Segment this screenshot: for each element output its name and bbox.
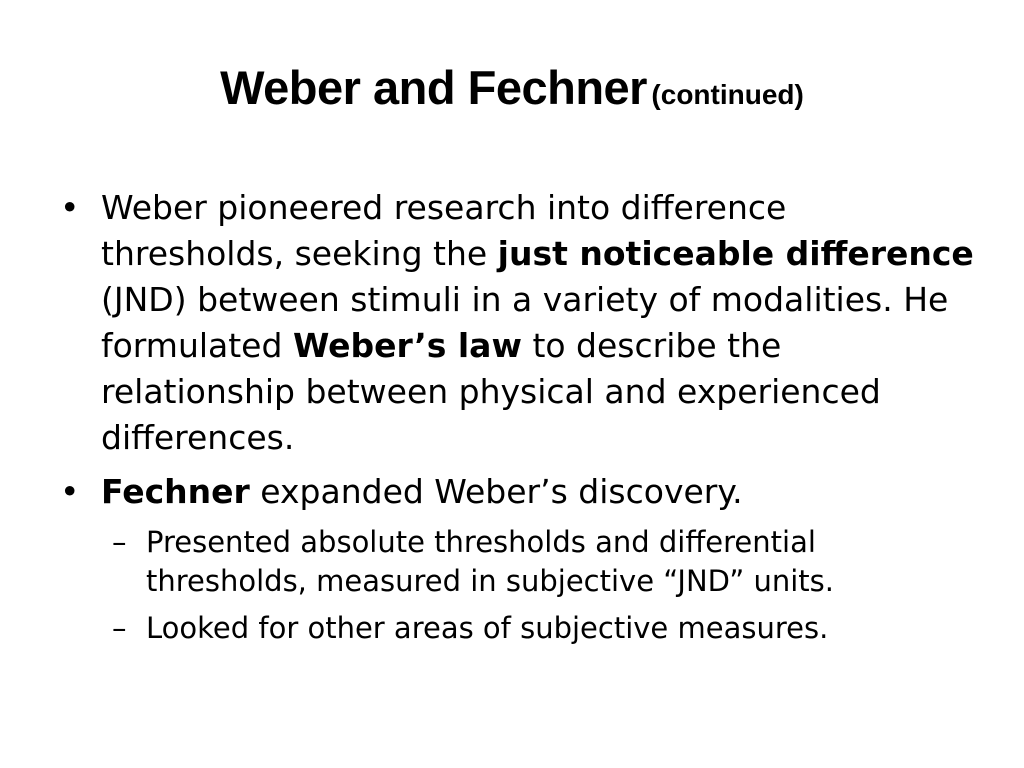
slide-title-main: Weber and Fechner: [220, 61, 647, 114]
bullet-text-segment: Weber pioneered research into difference thresholds, seeking the: [101, 188, 787, 273]
bullet-list: [56, 185, 976, 656]
slide-title: [0, 61, 1024, 114]
sub-bullet-item: [56, 523, 976, 601]
term-just-noticeable-difference: just noticeable difference: [497, 234, 974, 273]
bullet-text: [101, 472, 743, 511]
slide-title-subtitle: (continued): [651, 79, 804, 110]
sub-bullet-list: [56, 523, 976, 648]
bullet-dot-icon: •: [60, 188, 80, 227]
dash-icon: –: [112, 611, 127, 645]
sub-bullet-item: [56, 609, 976, 648]
dash-icon: –: [112, 525, 127, 559]
bullet-text: [101, 188, 974, 457]
sub-bullet-text: Presented absolute thresholds and differential thresholds, measured in subjective “JND” units.: [146, 525, 834, 598]
bullet-text-segment: expanded Weber’s discovery.: [249, 472, 743, 511]
bullet-text-segment: to describe the relationship between physical and experienced differences.: [101, 326, 881, 457]
sub-bullet-text: Looked for other areas of subjective measures.: [146, 611, 829, 645]
bullet-item: [56, 469, 976, 515]
term-fechner: Fechner: [101, 472, 250, 511]
bullet-item: [56, 185, 976, 461]
term-webers-law: Weber’s law: [292, 326, 522, 365]
bullet-text-segment: (JND) between stimuli in a variety of modalities. He formulated: [101, 280, 949, 365]
bullet-dot-icon: •: [60, 472, 80, 511]
